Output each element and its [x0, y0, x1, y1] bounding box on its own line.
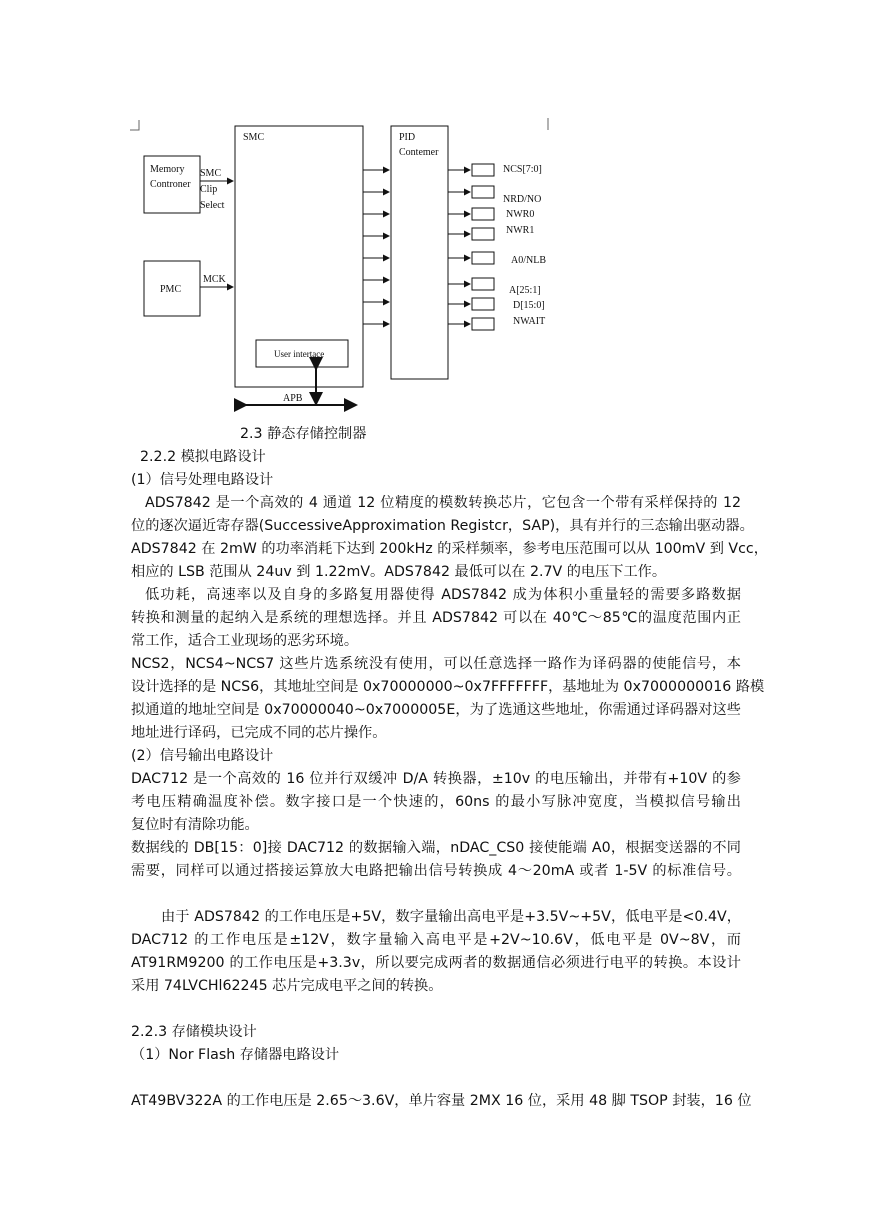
mck-label: MCK — [203, 274, 226, 285]
body-line: AT49BV322A 的工作电压是 2.65～3.6V，单片容量 2MX 16 位，采用 48 脚 TSOP 封装，16 位 — [131, 1093, 752, 1109]
body-line: 复位时有清除功能。 — [131, 817, 259, 833]
signal-label: NRD/NO — [503, 194, 542, 205]
body-line: ADS7842 是一个高效的 4 通道 12 位精度的模数转换芯片，它包含一个带有采样保持的 12 — [145, 495, 741, 511]
signal-label: NWR1 — [506, 225, 535, 236]
subsection-heading: (2）信号输出电路设计 — [131, 748, 274, 764]
signal-label: A[25:1] — [509, 285, 541, 296]
smc-select-label-1: SMC — [200, 168, 222, 179]
body-line: 拟通道的地址空间是 0x70000040~0x7000005E，为了选通这些地址，你需通过译码器对这些 — [131, 702, 741, 718]
pid-to-pin-arrows — [448, 164, 494, 330]
body-line: 需要，同样可以通过搭接运算放大电路把输出信号转换成 4～20mA 或者 1-5V 的标准信号。 — [131, 863, 741, 879]
body-line: DAC712 是一个高效的 16 位并行双缓冲 D/A 转换器，±10v 的电压输出，并带有+10V 的参 — [131, 771, 741, 787]
signal-label: A0/NLB — [511, 255, 546, 266]
diagram-svg — [0, 0, 869, 430]
signal-label: NWAIT — [513, 316, 546, 327]
body-line: 考电压精确温度补偿。数字接口是一个快速的，60ns 的最小写脉冲宽度，当模拟信号输出 — [131, 794, 741, 810]
smc-select-label-2: Clip — [200, 184, 218, 195]
body-line: NCS2，NCS4~NCS7 这些片选系统没有使用，可以任意选择一路作为译码器的使能信号，本 — [131, 656, 741, 672]
body-line: 转换和测量的起纳入是系统的理想选择。并且 ADS7842 可以在 40℃～85℃的温度范围内正 — [131, 610, 741, 626]
memory-label: Memory — [150, 164, 185, 175]
body-line: DAC712 的工作电压是±12V，数字量输入高电平是+2V~10.6V，低电平是 0V~8V，而 — [131, 932, 741, 948]
body-line: 由于 ADS7842 的工作电压是+5V，数字量输出高电平是+3.5V~+5V，低电平是<0.4V， — [161, 909, 741, 925]
body-line: 相应的 LSB 范围从 24uv 到 1.22mV。ADS7842 最低可以在 2.7V 的电压下工作。 — [131, 564, 667, 580]
signal-label: NCS[7:0] — [503, 164, 542, 175]
section-heading: 2.2.3 存储模块设计 — [131, 1024, 257, 1040]
corner-mark-left — [130, 120, 139, 130]
body-line: 采用 74LVCHl62245 芯片完成电平之间的转换。 — [131, 978, 443, 994]
pid-label: PID — [399, 132, 416, 143]
smc-to-pid-arrows — [363, 170, 389, 324]
user-interface-label: User intertace — [274, 349, 325, 359]
body-line: 低功耗，高速率以及自身的多路复用器使得 ADS7842 成为体积小重量轻的需要多路数据 — [145, 587, 741, 603]
pid-label-2: Contemer — [399, 147, 439, 158]
signal-label: D[15:0] — [513, 300, 545, 311]
figure-caption: 2.3 静态存储控制器 — [240, 426, 367, 442]
subsection-heading: （1）Nor Flash 存储器电路设计 — [131, 1047, 340, 1063]
body-line: 地址进行译码，已完成不同的芯片操作。 — [131, 725, 387, 741]
smc-block-diagram — [0, 0, 869, 430]
body-line: ADS7842 在 2mW 的功率消耗下达到 200kHz 的采样频率，参考电压范围可以从 100mV 到 Vcc， — [131, 541, 768, 557]
subsection-heading: (1）信号处理电路设计 — [131, 472, 274, 488]
smc-box — [235, 126, 363, 387]
body-line: AT91RM9200 的工作电压是+3.3v，所以要完成两者的数据通信必须进行电平的转换。本设计 — [131, 955, 741, 971]
body-line: 常工作，适合工业现场的恶劣环境。 — [131, 633, 359, 649]
controller-label: Controner — [150, 179, 191, 190]
body-line: 数据线的 DB[15：0]接 DAC712 的数据输入端，nDAC_CS0 接使能端 A0，根据变送器的不同 — [131, 840, 741, 856]
section-heading: 2.2.2 模拟电路设计 — [140, 449, 266, 465]
body-line: 设计选择的是 NCS6，其地址空间是 0x70000000~0x7FFFFFFF，基地址为 0x7000000016 路模 — [131, 679, 765, 695]
smc-select-label-3: Select — [200, 200, 225, 211]
apb-label: APB — [283, 393, 303, 404]
body-line: 位的逐次逼近寄存器(SuccessiveApproximation Registcr，SAP)，具有并行的三态输出驱动器。 — [131, 518, 754, 534]
pmc-label: PMC — [160, 284, 182, 295]
smc-label: SMC — [243, 132, 265, 143]
signal-label: NWR0 — [506, 209, 535, 220]
pid-box — [391, 126, 448, 379]
